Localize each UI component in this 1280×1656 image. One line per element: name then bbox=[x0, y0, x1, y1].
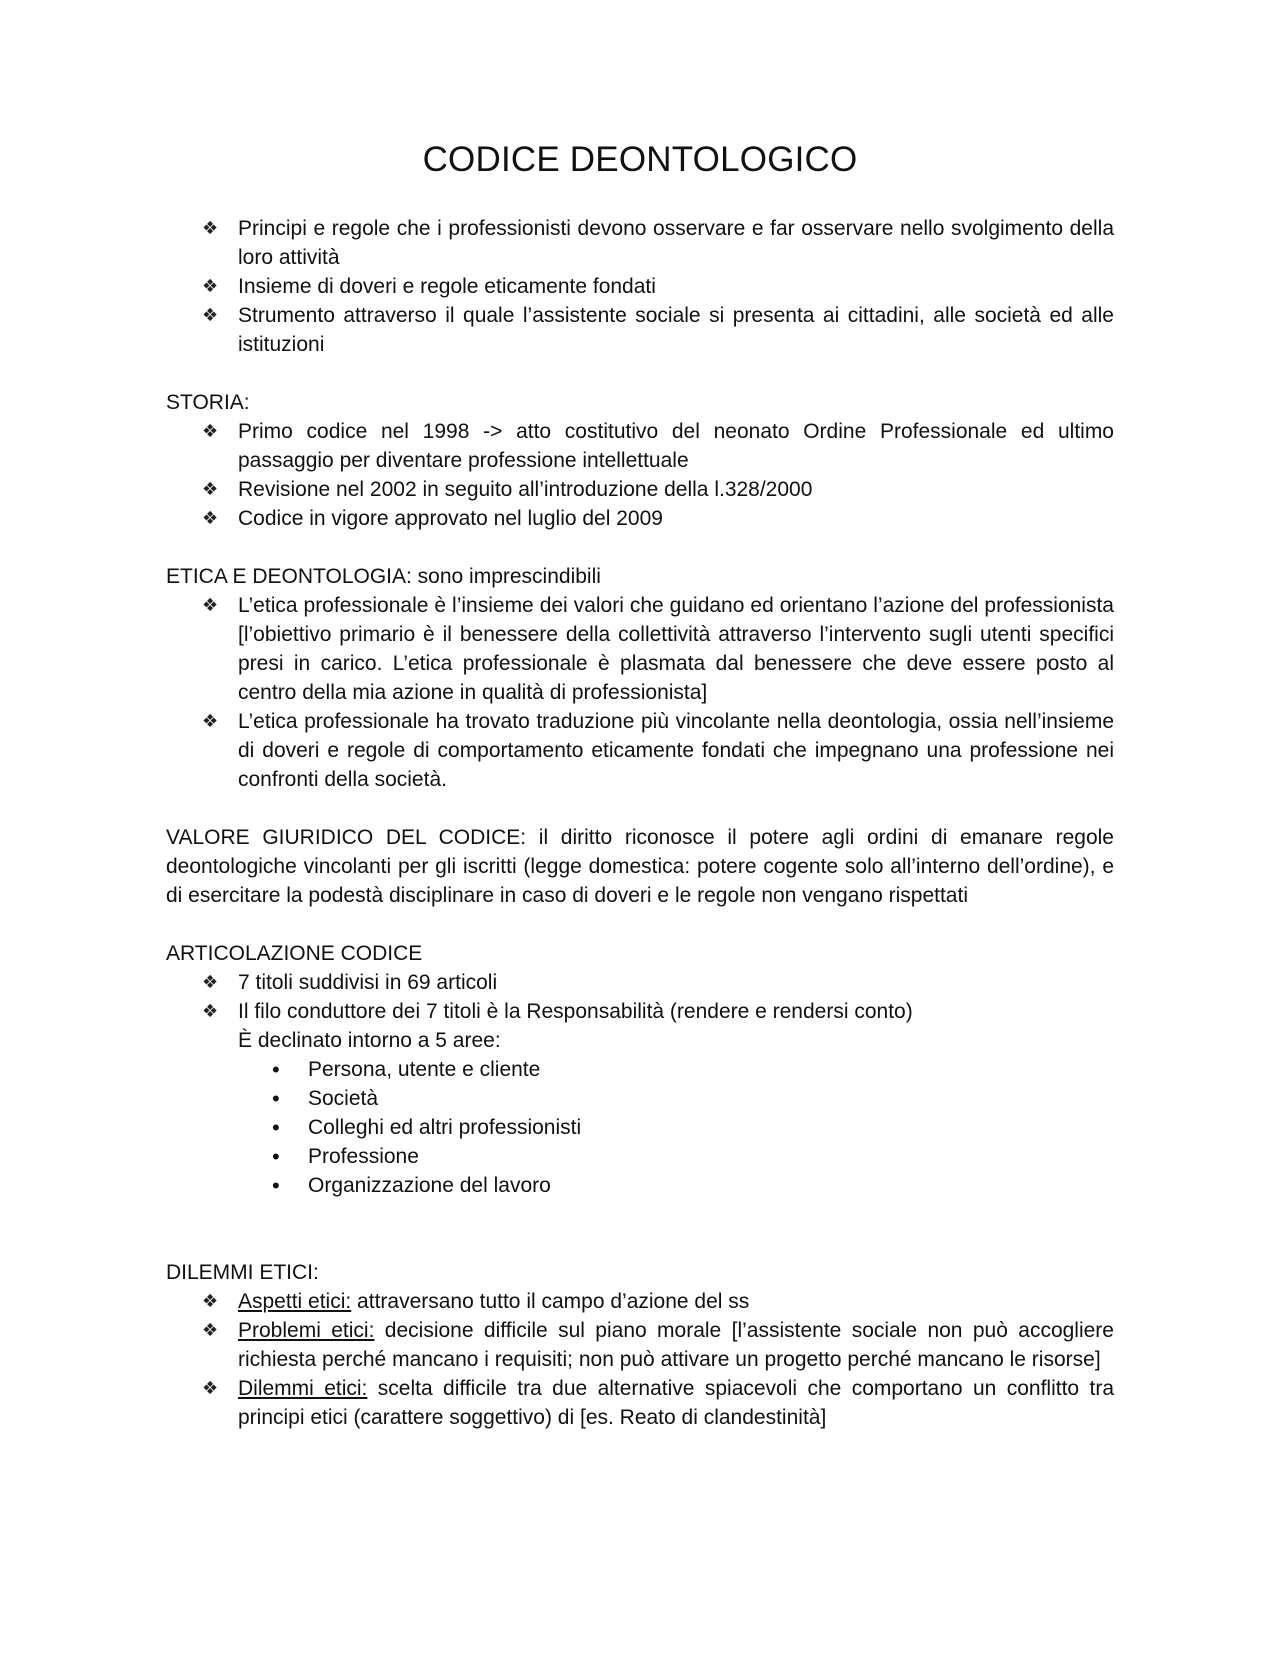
diamond-bullet-icon: ❖ bbox=[202, 305, 219, 325]
list-item bbox=[166, 1374, 1114, 1432]
list-item bbox=[166, 301, 1114, 359]
diamond-bullet-icon: ❖ bbox=[202, 1320, 219, 1340]
dot-bullet-icon: • bbox=[272, 1144, 280, 1169]
list-item-text: L’etica professionale è l’insieme dei valori che guidano ed orientano l’azione del professionista [l’obiettivo primario è il benessere della collettività attraverso l’intervento sugli utenti specifici presi in carico. L’etica professionale è plasmata dal benessere che deve essere posto al centro della mia azione in qualità di professionista] bbox=[238, 594, 1114, 704]
list-item bbox=[166, 214, 1114, 272]
list-item-text: 7 titoli suddivisi in 69 articoli bbox=[238, 971, 498, 994]
list-item bbox=[166, 504, 1114, 533]
list-item-text: Colleghi ed altri professionisti bbox=[308, 1116, 582, 1139]
page-title: CODICE DEONTOLOGICO bbox=[422, 140, 858, 179]
list-item-text: Società bbox=[308, 1087, 379, 1110]
list-item bbox=[166, 1113, 1114, 1142]
list-item-text: L’etica professionale ha trovato traduzione più vincolante nella deontologia, ossia nell’insieme di doveri e regole di comportamento eticamente fondati che impegnano una professione nei confronti della società. bbox=[238, 710, 1114, 791]
term-label: Aspetti etici: bbox=[238, 1290, 352, 1313]
list-item-text: Persona, utente e cliente bbox=[308, 1058, 541, 1081]
list-item-text: Codice in vigore approvato nel luglio del 2009 bbox=[238, 507, 663, 530]
list-item bbox=[166, 1084, 1114, 1113]
list-item bbox=[166, 272, 1114, 301]
diamond-bullet-icon: ❖ bbox=[202, 218, 219, 238]
list-item-text: Strumento attraverso il quale l’assistente sociale si presenta ai cittadini, alle società ed alle istituzioni bbox=[238, 304, 1114, 356]
list-item-text: attraversano tutto il campo d’azione del ss bbox=[351, 1290, 750, 1313]
list-item bbox=[166, 707, 1114, 794]
list-item bbox=[166, 997, 1114, 1055]
dilemmi-heading: DILEMMI ETICI: bbox=[166, 1261, 319, 1284]
diamond-bullet-icon: ❖ bbox=[202, 972, 219, 992]
list-item-text: Primo codice nel 1998 -> atto costitutivo del neonato Ordine Professionale ed ultimo passaggio per diventare professione intellettuale bbox=[238, 420, 1114, 472]
diamond-bullet-icon: ❖ bbox=[202, 421, 219, 441]
list-item bbox=[166, 591, 1114, 707]
list-item-text: Il filo conduttore dei 7 titoli è la Responsabilità (rendere e rendersi conto) bbox=[238, 1000, 913, 1023]
diamond-bullet-icon: ❖ bbox=[202, 711, 219, 731]
list-item-text: scelta difficile tra due alternative spiacevoli che comportano un conflitto tra principi etici (carattere soggettivo) di [es. Reato di clandestinità] bbox=[238, 1377, 1114, 1429]
list-item-text: Principi e regole che i professionisti devono osservare e far osservare nello svolgimento della loro attività bbox=[238, 217, 1114, 269]
term-label: Dilemmi etici: bbox=[238, 1377, 368, 1400]
dot-bullet-icon: • bbox=[272, 1115, 280, 1140]
dilemmi-list bbox=[166, 1287, 1114, 1432]
list-item bbox=[166, 1055, 1114, 1084]
diamond-bullet-icon: ❖ bbox=[202, 1001, 219, 1021]
list-item-text: decisione difficile sul piano morale [l’assistente sociale non può accogliere richiesta perché mancano i requisiti; non può attivare un progetto perché mancano le risorse] bbox=[238, 1319, 1114, 1371]
storia-list bbox=[166, 417, 1114, 533]
list-item bbox=[166, 968, 1114, 997]
term-label: Problemi etici: bbox=[238, 1319, 375, 1342]
diamond-bullet-icon: ❖ bbox=[202, 1378, 219, 1398]
diamond-bullet-icon: ❖ bbox=[202, 508, 219, 528]
dot-bullet-icon: • bbox=[272, 1057, 280, 1082]
aree-intro: È declinato intorno a 5 aree: bbox=[238, 1029, 501, 1052]
list-item bbox=[166, 1316, 1114, 1374]
list-item-text: Professione bbox=[308, 1145, 419, 1168]
list-item bbox=[166, 417, 1114, 475]
list-item-text: Revisione nel 2002 in seguito all’introduzione della l.328/2000 bbox=[238, 478, 813, 501]
dot-bullet-icon: • bbox=[272, 1086, 280, 1111]
aree-list bbox=[166, 1055, 1114, 1200]
diamond-bullet-icon: ❖ bbox=[202, 1291, 219, 1311]
dot-bullet-icon: • bbox=[272, 1173, 280, 1198]
list-item bbox=[166, 1287, 1114, 1316]
articolazione-heading: ARTICOLAZIONE CODICE bbox=[166, 942, 423, 965]
list-item-text: Insieme di doveri e regole eticamente fondati bbox=[238, 275, 656, 298]
diamond-bullet-icon: ❖ bbox=[202, 276, 219, 296]
valore-giuridico-paragraph: VALORE GIURIDICO DEL CODICE: il diritto riconosce il potere agli ordini di emanare regole deontologiche vincolanti per gli iscritti (legge domestica: potere cogente solo all’interno dell’ordine), e di esercitare la podestà disciplinare in caso di doveri e le regole non vengano rispettati bbox=[166, 826, 1114, 907]
list-item bbox=[166, 475, 1114, 504]
etica-list bbox=[166, 591, 1114, 794]
list-item-text: Organizzazione del lavoro bbox=[308, 1174, 551, 1197]
diamond-bullet-icon: ❖ bbox=[202, 595, 219, 615]
list-item bbox=[166, 1171, 1114, 1200]
list-item bbox=[166, 1142, 1114, 1171]
storia-heading: STORIA: bbox=[166, 391, 250, 414]
diamond-bullet-icon: ❖ bbox=[202, 479, 219, 499]
etica-heading: ETICA E DEONTOLOGIA: sono imprescindibili bbox=[166, 565, 601, 588]
intro-list bbox=[166, 214, 1114, 359]
articolazione-list bbox=[166, 968, 1114, 1055]
document-body bbox=[166, 214, 1114, 1432]
